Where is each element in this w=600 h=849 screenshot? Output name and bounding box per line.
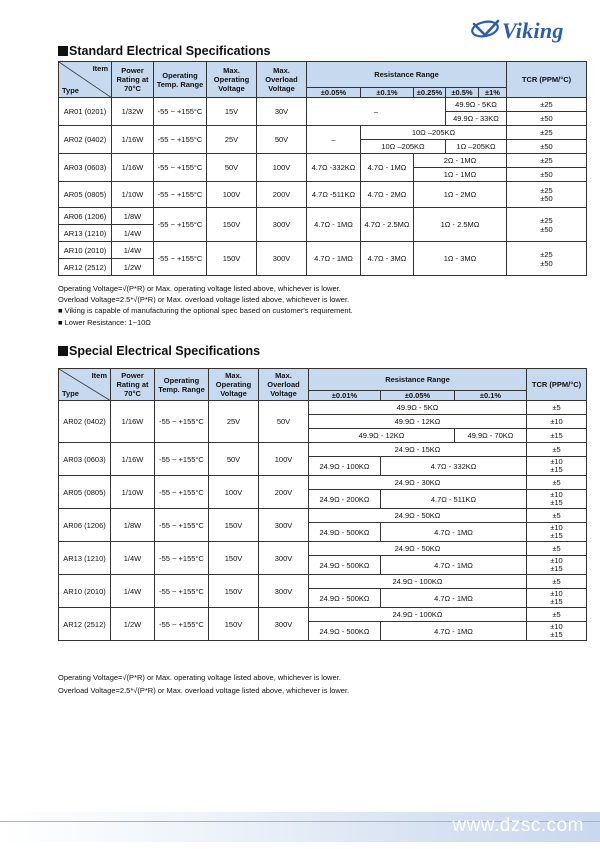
tcr-cell: ±10 ±15 <box>527 556 587 575</box>
operating-voltage-cell: 25V <box>209 401 259 443</box>
tcr-cell: ±10 ±15 <box>527 589 587 608</box>
tolerance-header: ±0.25% <box>414 88 446 98</box>
resistance-cell: – <box>307 98 446 126</box>
resistance-cell: 49.9Ω - 12KΩ <box>309 429 455 443</box>
temp-cell: -55 ~ +155°C <box>154 182 207 208</box>
tcr-cell: ±25 <box>507 98 587 112</box>
type-cell: AR10 (2010) <box>59 575 111 608</box>
tcr-cell: ±10 ±15 <box>527 490 587 509</box>
resistance-cell: 4.7Ω - 1MΩ <box>381 589 527 608</box>
resistance-cell: 49.9Ω - 5KΩ <box>446 98 507 112</box>
note-line: Overload Voltage=2.5*√(P*R) or Max. overload voltage listed above, whichever is lower. <box>58 686 350 695</box>
tcr-cell: ±5 <box>527 401 587 415</box>
temp-cell: -55 ~ +155°C <box>155 542 209 575</box>
resistance-cell: 24.9Ω - 500KΩ <box>309 556 381 575</box>
resistance-cell: 4.7Ω - 1MΩ <box>381 556 527 575</box>
tcr-cell: ±5 <box>527 542 587 556</box>
operating-voltage-cell: 150V <box>207 208 257 242</box>
power-cell: 1/2W <box>112 259 154 276</box>
temp-cell: -55 ~ +155°C <box>154 208 207 242</box>
resistance-cell: 1Ω - 3MΩ <box>414 242 507 276</box>
tolerance-header: ±0.01% <box>309 391 381 401</box>
tolerance-header: ±0.1% <box>361 88 414 98</box>
temp-cell: -55 ~ +155°C <box>155 575 209 608</box>
standard-section-title: Standard Electrical Specifications <box>58 44 270 58</box>
overload-voltage-header: Max. Overload Voltage <box>257 62 307 98</box>
standard-spec-table <box>58 61 587 276</box>
power-cell: 1/16W <box>111 401 155 443</box>
viking-logo-text: Viking <box>502 18 564 43</box>
resistance-cell: 10Ω –205KΩ <box>361 126 507 140</box>
resistance-cell: 1Ω –205KΩ <box>446 140 507 154</box>
temp-cell: -55 ~ +155°C <box>154 126 207 154</box>
power-rating-header: Power Rating at 70°C <box>112 62 154 98</box>
footer-watermark: www.dzsc.com <box>452 815 584 836</box>
overload-voltage-cell: 300V <box>257 208 307 242</box>
temp-cell: -55 ~ +155°C <box>155 476 209 509</box>
resistance-cell: 24.9Ω - 50KΩ <box>309 509 527 523</box>
type-cell: AR05 (0805) <box>59 182 112 208</box>
tcr-cell: ±10 ±15 <box>527 622 587 641</box>
type-cell: AR13 (1210) <box>59 542 111 575</box>
tcr-header: TCR (PPM/°C) <box>507 62 587 98</box>
tcr-cell: ±5 <box>527 443 587 457</box>
type-cell: AR03 (0603) <box>59 443 111 476</box>
resistance-cell: 49.9Ω - 70KΩ <box>455 429 527 443</box>
resistance-cell: 4.7Ω -511KΩ <box>307 182 361 208</box>
overload-voltage-cell: 300V <box>259 608 309 641</box>
resistance-cell: 1Ω - 2.5MΩ <box>414 208 507 242</box>
temp-cell: -55 ~ +155°C <box>155 608 209 641</box>
resistance-cell: 24.9Ω - 30KΩ <box>309 476 527 490</box>
operating-voltage-cell: 150V <box>209 542 259 575</box>
type-cell: AR13 (1210) <box>59 225 112 242</box>
viking-logo <box>470 16 580 44</box>
overload-voltage-cell: 200V <box>257 182 307 208</box>
overload-voltage-cell: 50V <box>257 126 307 154</box>
overload-voltage-cell: 200V <box>259 476 309 509</box>
operating-voltage-cell: 25V <box>207 126 257 154</box>
power-cell: 1/16W <box>112 154 154 182</box>
tcr-cell: ±25 <box>507 126 587 140</box>
type-cell: AR06 (1206) <box>59 208 112 225</box>
resistance-cell: 24.9Ω - 100KΩ <box>309 608 527 622</box>
power-cell: 1/4W <box>111 542 155 575</box>
power-cell: 1/16W <box>111 443 155 476</box>
resistance-cell: 24.9Ω - 200KΩ <box>309 490 381 509</box>
power-cell: 1/10W <box>112 182 154 208</box>
resistance-cell: 1Ω - 2MΩ <box>414 182 507 208</box>
type-cell: AR12 (2512) <box>59 259 112 276</box>
resistance-cell: 4.7Ω - 332KΩ <box>381 457 527 476</box>
operating-voltage-cell: 150V <box>209 509 259 542</box>
item-type-header: Item Type <box>59 62 112 98</box>
tcr-cell: ±10 <box>527 415 587 429</box>
power-cell: 1/16W <box>112 126 154 154</box>
temp-cell: -55 ~ +155°C <box>155 509 209 542</box>
type-cell: AR10 (2010) <box>59 242 112 259</box>
type-cell: AR05 (0805) <box>59 476 111 509</box>
operating-voltage-cell: 100V <box>207 182 257 208</box>
standard-notes <box>58 283 353 328</box>
type-cell: AR01 (0201) <box>59 98 112 126</box>
resistance-range-header: Resistance Range <box>309 369 527 391</box>
temp-cell: -55 ~ +155°C <box>154 98 207 126</box>
power-cell: 1/4W <box>112 225 154 242</box>
resistance-cell: 4.7Ω - 1MΩ <box>307 242 361 276</box>
overload-voltage-cell: 50V <box>259 401 309 443</box>
tcr-cell: ±25 <box>507 154 587 168</box>
operating-voltage-cell: 100V <box>209 476 259 509</box>
tolerance-header: ±0.05% <box>381 391 455 401</box>
power-cell: 1/8W <box>111 509 155 542</box>
tcr-cell: ±25 ±50 <box>507 208 587 242</box>
overload-voltage-cell: 300V <box>257 242 307 276</box>
resistance-cell: 4.7Ω - 1MΩ <box>361 154 414 182</box>
overload-voltage-cell: 30V <box>257 98 307 126</box>
item-type-header: Item Type <box>59 369 111 401</box>
power-cell: 1/8W <box>112 208 154 225</box>
overload-voltage-cell: 300V <box>259 575 309 608</box>
resistance-cell: 4.7Ω - 2.5MΩ <box>361 208 414 242</box>
note-line: Operating Voltage=√(P*R) or Max. operating voltage listed above, whichever is lower. <box>58 673 341 682</box>
temp-cell: -55 ~ +155°C <box>155 443 209 476</box>
resistance-cell: 4.7Ω - 511KΩ <box>381 490 527 509</box>
resistance-cell: 24.9Ω - 15KΩ <box>309 443 527 457</box>
tcr-cell: ±50 <box>507 140 587 154</box>
tcr-cell: ±5 <box>527 509 587 523</box>
resistance-cell: 24.9Ω - 500KΩ <box>309 523 381 542</box>
resistance-cell: 24.9Ω - 50KΩ <box>309 542 527 556</box>
power-rating-header: Power Rating at 70°C <box>111 369 155 401</box>
resistance-cell: 4.7Ω - 1MΩ <box>307 208 361 242</box>
special-section-title: Special Electrical Specifications <box>58 344 260 358</box>
tcr-header: TCR (PPM/°C) <box>527 369 587 401</box>
resistance-cell: 24.9Ω - 100KΩ <box>309 457 381 476</box>
overload-voltage-header: Max. Overload Voltage <box>259 369 309 401</box>
temp-range-header: Operating Temp. Range <box>154 62 207 98</box>
tcr-cell: ±50 <box>507 168 587 182</box>
note-line: Overload Voltage=2.5*√(P*R) or Max. overload voltage listed above, whichever is lower. <box>58 295 350 305</box>
temp-cell: -55 ~ +155°C <box>155 401 209 443</box>
tolerance-header: ±1% <box>479 88 507 98</box>
tcr-cell: ±25 ±50 <box>507 182 587 208</box>
resistance-cell: 24.9Ω - 500KΩ <box>309 589 381 608</box>
resistance-cell: 24.9Ω - 100KΩ <box>309 575 527 589</box>
overload-voltage-cell: 100V <box>257 154 307 182</box>
tcr-cell: ±5 <box>527 476 587 490</box>
overload-voltage-cell: 300V <box>259 509 309 542</box>
resistance-cell: 24.9Ω - 500KΩ <box>309 622 381 641</box>
type-cell: AR03 (0603) <box>59 154 112 182</box>
resistance-cell: 4.7Ω - 1MΩ <box>381 622 527 641</box>
tcr-cell: ±25 ±50 <box>507 242 587 276</box>
resistance-cell: 1Ω - 1MΩ <box>414 168 507 182</box>
temp-cell: -55 ~ +155°C <box>154 242 207 276</box>
resistance-cell: 4.7Ω - 1MΩ <box>381 523 527 542</box>
operating-voltage-cell: 15V <box>207 98 257 126</box>
tcr-cell: ±50 <box>507 112 587 126</box>
viking-swoosh-icon <box>470 16 504 42</box>
note-line: ■ Viking is capable of manufacturing the optional spec based on customer's requirement. <box>58 306 353 316</box>
special-spec-table <box>58 368 587 641</box>
note-line: Operating Voltage=√(P*R) or Max. operating voltage listed above, whichever is lower. <box>58 284 341 293</box>
operating-voltage-cell: 50V <box>207 154 257 182</box>
power-cell: 1/32W <box>112 98 154 126</box>
power-cell: 1/4W <box>112 242 154 259</box>
resistance-cell: 4.7Ω - 3MΩ <box>361 242 414 276</box>
operating-voltage-cell: 150V <box>209 608 259 641</box>
resistance-cell: 49.9Ω - 12KΩ <box>309 415 527 429</box>
tolerance-header: ±0.05% <box>307 88 361 98</box>
type-cell: AR02 (0402) <box>59 126 112 154</box>
overload-voltage-cell: 100V <box>259 443 309 476</box>
tcr-cell: ±10 ±15 <box>527 457 587 476</box>
overload-voltage-cell: 300V <box>259 542 309 575</box>
temp-range-header: Operating Temp. Range <box>155 369 209 401</box>
resistance-cell: 2Ω - 1MΩ <box>414 154 507 168</box>
tolerance-header: ±0.5% <box>446 88 479 98</box>
power-cell: 1/10W <box>111 476 155 509</box>
resistance-cell: – <box>307 126 361 154</box>
resistance-cell: 10Ω –205KΩ <box>361 140 446 154</box>
tcr-cell: ±15 <box>527 429 587 443</box>
note-line: ■ Lower Resistance: 1~10Ω <box>58 317 151 327</box>
temp-cell: -55 ~ +155°C <box>154 154 207 182</box>
tcr-cell: ±5 <box>527 575 587 589</box>
operating-voltage-header: Max. Operating Voltage <box>209 369 259 401</box>
operating-voltage-cell: 150V <box>209 575 259 608</box>
type-cell: AR02 (0402) <box>59 401 111 443</box>
operating-voltage-header: Max. Operating Voltage <box>207 62 257 98</box>
power-cell: 1/4W <box>111 575 155 608</box>
resistance-cell: 4.7Ω -332KΩ <box>307 154 361 182</box>
tolerance-header: ±0.1% <box>455 391 527 401</box>
type-cell: AR12 (2512) <box>59 608 111 641</box>
operating-voltage-cell: 50V <box>209 443 259 476</box>
resistance-range-header: Resistance Range <box>307 62 507 88</box>
type-cell: AR06 (1206) <box>59 509 111 542</box>
special-notes <box>58 671 349 697</box>
resistance-cell: 4.7Ω - 2MΩ <box>361 182 414 208</box>
resistance-cell: 49.9Ω - 33KΩ <box>446 112 507 126</box>
tcr-cell: ±5 <box>527 608 587 622</box>
tcr-cell: ±10 ±15 <box>527 523 587 542</box>
operating-voltage-cell: 150V <box>207 242 257 276</box>
resistance-cell: 49.9Ω - 5KΩ <box>309 401 527 415</box>
power-cell: 1/2W <box>111 608 155 641</box>
